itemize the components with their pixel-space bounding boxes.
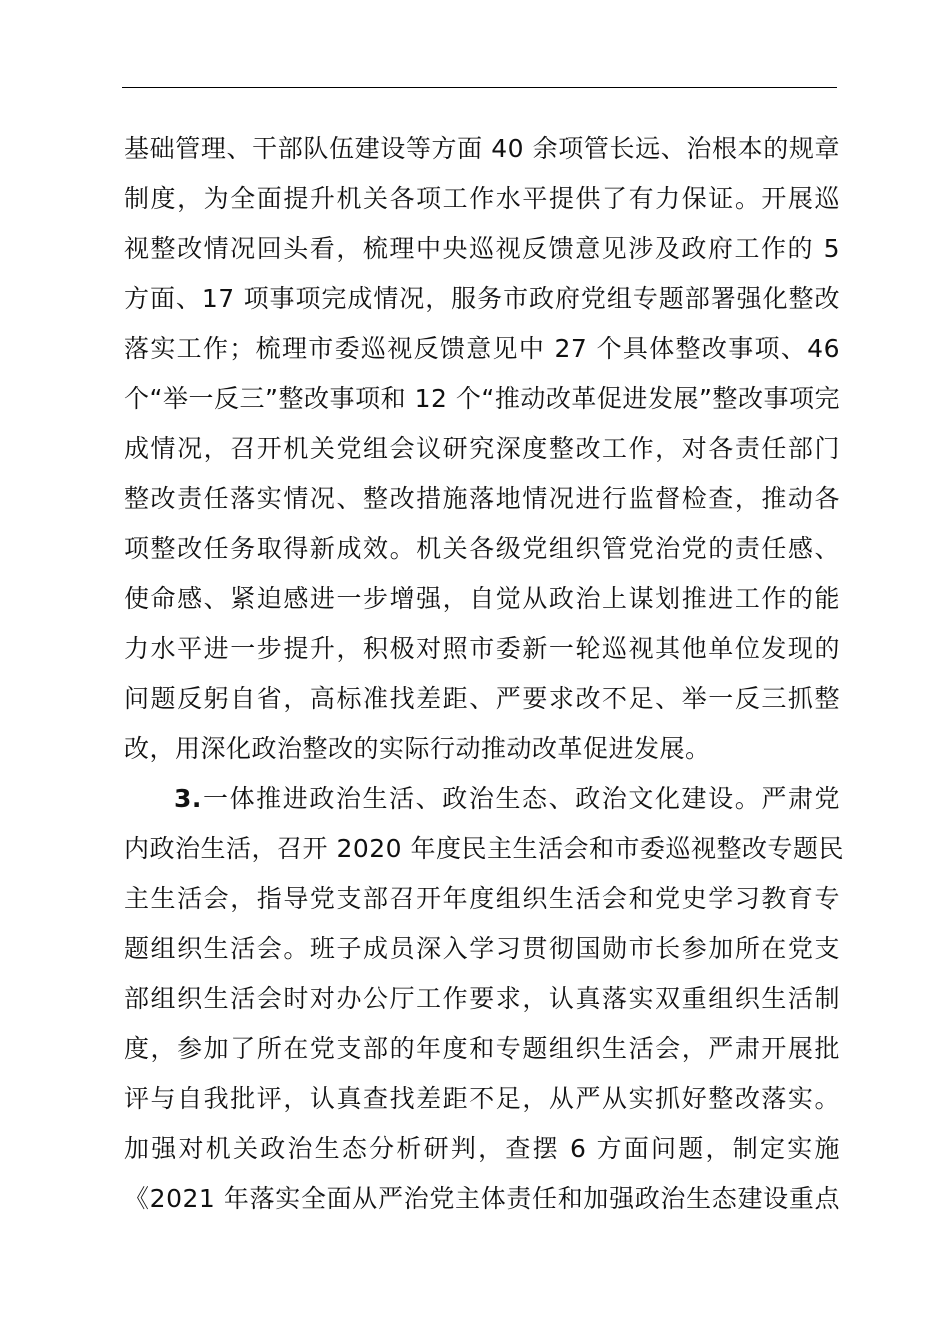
text-line: 成情况，召开机关党组会议研究深度整改工作，对各责任部门 [124,434,840,463]
text-line: 问题反躬自省，高标准找差距、严要求改不足、举一反三抓整 [124,684,840,713]
document-body [124,124,845,1224]
text-line: 改，用深化政治整改的实际行动推动改革促进发展。 [124,734,711,763]
text-line: 主生活会，指导党支部召开年度组织生活会和党史学习教育专 [124,884,840,913]
text-line: 题组织生活会。班子成员深入学习贯彻国勋市长参加所在党支 [124,934,840,963]
text-line: 《2021 年落实全面从严治党主体责任和加强政治生态建设重点 [124,1184,840,1213]
text-line: 个“举一反三”整改事项和 12 个“推动改革促进发展”整改事项完 [124,384,840,413]
text-line: 视整改情况回头看，梳理中央巡视反馈意见涉及政府工作的 5 [124,234,840,263]
paragraph-1 [124,124,840,774]
text-line: 度，参加了所在党支部的年度和专题组织生活会，严肃开展批 [124,1034,840,1063]
text-line: 力水平进一步提升，积极对照市委新一轮巡视其他单位发现的 [124,634,840,663]
text-line: 内政治生活，召开 2020 年度民主生活会和市委巡视整改专题民 [124,834,845,863]
text-line: 评与自我批评，认真查找差距不足，从严从实抓好整改落实。 [124,1084,840,1113]
header-rule [122,87,837,88]
section-number: 3. [174,784,202,813]
paragraph-2 [124,774,845,1224]
text-line: 基础管理、干部队伍建设等方面 40 余项管长远、治根本的规章 [124,134,840,163]
text-line [124,774,840,824]
text-line: 整改责任落实情况、整改措施落地情况进行监督检查，推动各 [124,484,840,513]
text-line: 落实工作；梳理市委巡视反馈意见中 27 个具体整改事项、46 [124,334,840,363]
text-line: 制度，为全面提升机关各项工作水平提供了有力保证。开展巡 [124,184,840,213]
section-heading-text: 一体推进政治生活、政治生态、政治文化建设。严肃党 [201,784,840,813]
text-line: 方面、17 项事项完成情况，服务市政府党组专题部署强化整改 [124,284,840,313]
text-line: 加强对机关政治生态分析研判，查摆 6 方面问题，制定实施 [124,1134,840,1163]
text-line: 项整改任务取得新成效。机关各级党组织管党治党的责任感、 [124,534,840,563]
text-line: 部组织生活会时对办公厅工作要求，认真落实双重组织生活制 [124,984,840,1013]
text-line: 使命感、紧迫感进一步增强，自觉从政治上谋划推进工作的能 [124,584,840,613]
